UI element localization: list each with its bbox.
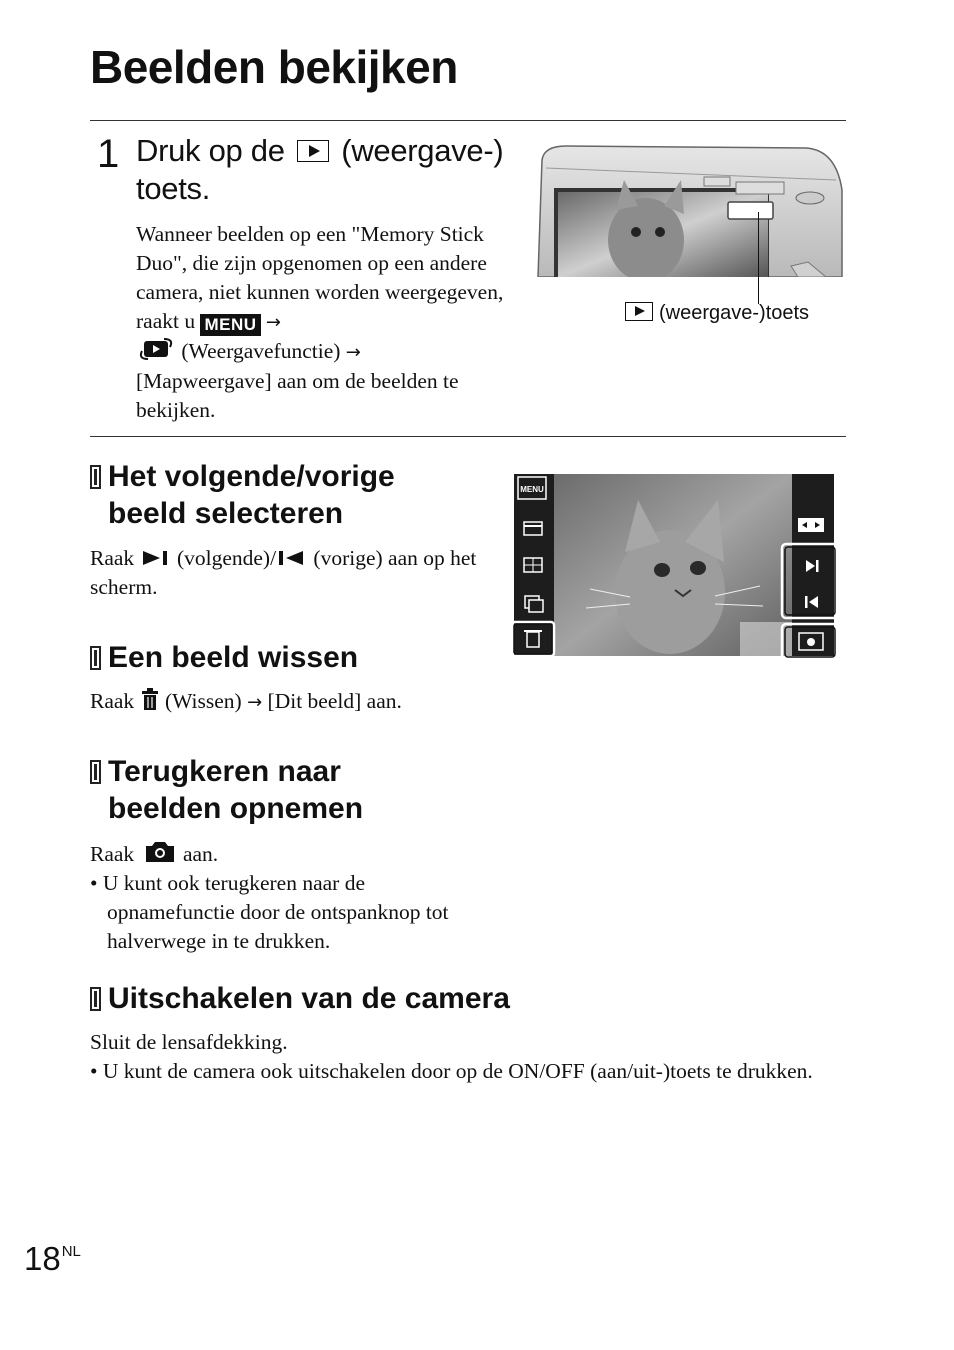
section-body-back: Raak aan. • U kunt ook terugkeren naar de opnamefunctie door de ontspanknop tot halverwege in te drukken. — [90, 838, 470, 956]
section-heading-off: Uitschakelen van de camera — [90, 980, 510, 1017]
page-title: Beelden bekijken — [90, 41, 458, 93]
playback-function-icon — [136, 337, 176, 361]
step-number: 1 — [97, 132, 120, 176]
top-rule — [90, 120, 846, 121]
step-body-2: (Weergavefunctie) — [181, 339, 341, 363]
section-heading-delete: Een beeld wissen — [90, 639, 358, 676]
play-icon — [625, 302, 653, 321]
lcd-screen-illustration — [510, 472, 842, 664]
play-icon — [297, 140, 329, 162]
section-heading-next-prev: Het volgende/vorige beeld selecteren — [90, 458, 395, 532]
menu-icon: MENU — [200, 314, 260, 336]
arrow-right-icon: → — [265, 312, 281, 333]
mid-rule — [90, 436, 846, 437]
step-heading-b: (weergave-) — [341, 133, 504, 168]
step-heading — [136, 132, 503, 208]
step-body-1: Wanneer beelden op een "Memory Stick Duo", die zijn opgenomen op een andere camera, niet kunnen worden weergegeven, raakt u — [136, 222, 504, 333]
section-marker-icon — [90, 987, 101, 1011]
camera-icon — [140, 838, 178, 864]
section-body-delete: Raak (Wissen) → [Dit beeld] aan. — [90, 689, 402, 713]
callout-label: (weergave-)toets — [625, 302, 809, 325]
arrow-right-icon: → — [247, 692, 263, 713]
previous-icon — [276, 548, 308, 568]
bullet-item: • U kunt de camera ook uitschakelen door op de ON/OFF (aan/uit-)toets te drukken. — [90, 1059, 813, 1083]
step-heading-c: toets. — [136, 171, 211, 206]
bullet-item: • U kunt ook terugkeren naar de opnamefunctie door de ontspanknop tot halverwege in te drukken. — [90, 871, 449, 953]
page-number: $18^{NL}$ — [24, 1240, 81, 1277]
section-body-off: Sluit de lensafdekking. • U kunt de camera ook uitschakelen door op de ON/OFF (aan/uit-)toets te drukken. — [90, 1028, 830, 1086]
section-marker-icon — [90, 465, 101, 489]
section-marker-icon — [90, 646, 101, 670]
camera-top-illustration — [536, 140, 846, 277]
step-body — [136, 220, 531, 425]
screen-menu-label: MENU — [520, 485, 544, 494]
next-icon — [140, 548, 172, 568]
arrow-right-icon: → — [345, 342, 361, 363]
step-heading-a: Druk op de — [136, 133, 285, 168]
callout-line — [758, 212, 759, 304]
trash-icon — [140, 687, 160, 711]
section-body-next-prev: Raak (volgende)/ (vorige) aan op het scherm. — [90, 546, 477, 599]
section-heading-back: Terugkeren naar beelden opnemen — [90, 753, 363, 827]
step-body-3: [Mapweergave] aan om de beelden te bekijken. — [136, 369, 459, 422]
section-marker-icon — [90, 760, 101, 784]
zoom-arrows-icon — [798, 518, 824, 532]
